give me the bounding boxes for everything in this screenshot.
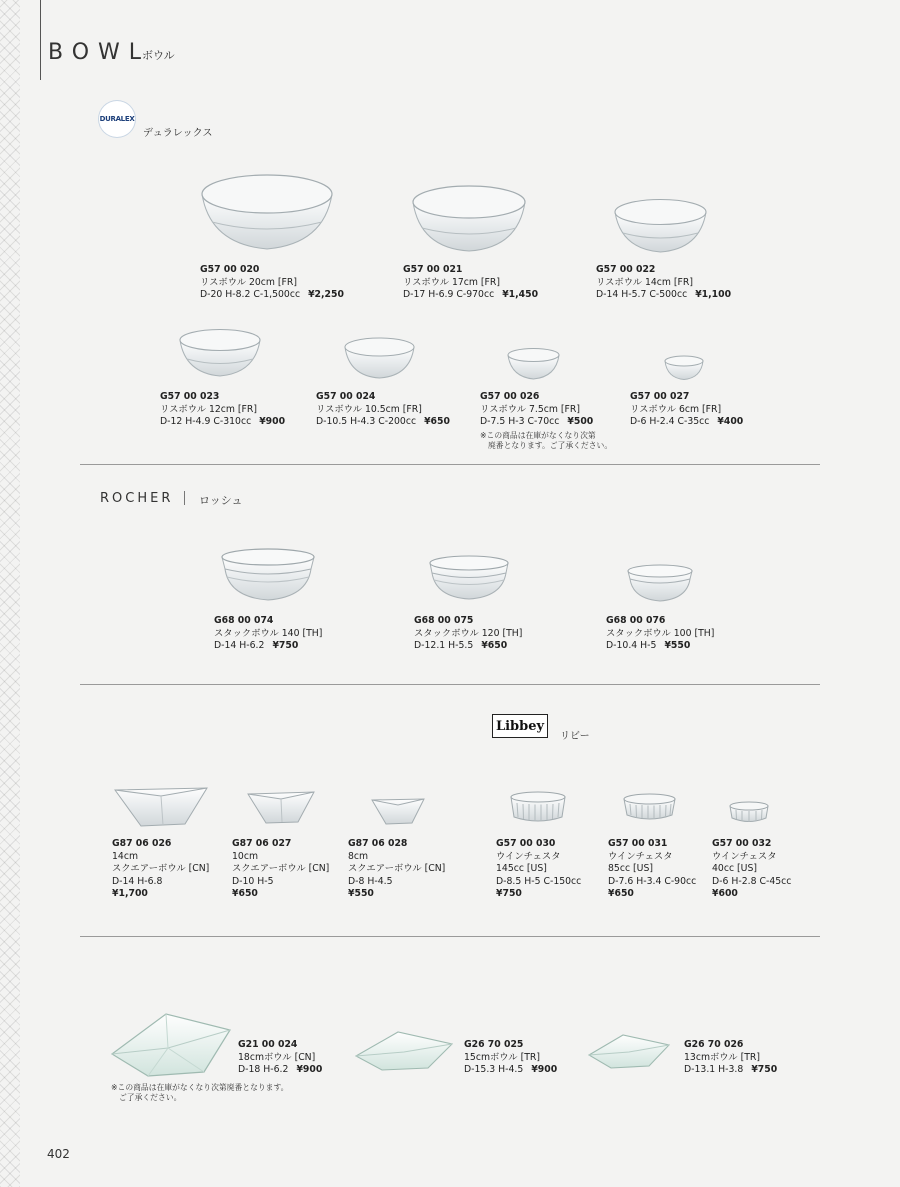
product-caption: G57 00 024 リスボウル 10.5cm [FR] D-10.5 H-4.3 C-200cc ¥650 (316, 391, 450, 428)
product-caption: G21 00 024 18cmボウル [CN] D-18 H-6.2 ¥900 (238, 1039, 323, 1076)
side-pattern (0, 0, 20, 1187)
discontinued-note: ※この商品は在庫がなくなり次第 廃番となります。ご了承ください。 (480, 431, 613, 450)
winchester-bowl-image (622, 792, 677, 824)
product-caption: G57 00 020 リスボウル 20cm [FR] D-20 H-8.2 C-1,500cc ¥2,250 (200, 264, 344, 301)
product-caption: G57 00 022 リスボウル 14cm [FR] D-14 H-5.7 C-500cc ¥1,100 (596, 264, 732, 301)
section-divider (80, 936, 820, 937)
bowl-image (178, 328, 262, 378)
product-caption: G57 00 030 ウインチェスタ 145cc [US] D-8.5 H-5 C-150cc ¥750 (496, 838, 582, 900)
product-caption: G57 00 032 ウインチェスタ 40cc [US] D-6 H-2.8 C-45cc ¥600 (712, 838, 792, 900)
duralex-logo: DURALEX (99, 101, 135, 137)
stack-bowl-image (219, 547, 317, 603)
winchester-bowl-image (509, 790, 567, 826)
bowl-image (613, 198, 708, 254)
page-number: 402 (47, 1147, 70, 1161)
page-title-ja: ボウル (142, 49, 175, 62)
plate-bowl-image (108, 1010, 234, 1078)
product-caption: G87 06 028 8cm スクエアーボウル [CN] D-8 H-4.5 ¥550 (348, 838, 446, 900)
product-caption: G68 00 076 スタックボウル 100 [TH] D-10.4 H-5 ¥550 (606, 615, 715, 652)
product-caption: G87 06 027 10cm スクエアーボウル [CN] D-10 H-5 ¥650 (232, 838, 330, 900)
libbey-logo: Libbey (492, 714, 548, 738)
bowl-image (411, 184, 527, 254)
bowl-image (506, 347, 561, 381)
section-divider (80, 464, 820, 465)
bowl-image (343, 337, 416, 380)
section-title-ja: ロッシュ (199, 494, 243, 507)
bowl-image (663, 355, 705, 381)
square-bowl-image (370, 797, 426, 826)
product-caption: G87 06 026 14cm スクエアーボウル [CN] D-14 H-6.8 ¥1,700 (112, 838, 210, 900)
product-caption: G57 00 031 ウインチェスタ 85cc [US] D-7.6 H-3.4 C-90cc ¥650 (608, 838, 697, 900)
libbey-brand: リビー (560, 731, 590, 742)
square-bowl-image (113, 786, 209, 828)
product-caption: G57 00 023 リスボウル 12cm [FR] D-12 H-4.9 C-310cc ¥900 (160, 391, 286, 428)
section-title-separator (184, 491, 185, 505)
product-caption: G26 70 025 15cmボウル [TR] D-15.3 H-4.5 ¥900 (464, 1039, 558, 1076)
product-caption: G26 70 026 13cmボウル [TR] D-13.1 H-3.8 ¥750 (684, 1039, 778, 1076)
product-caption: G68 00 074 スタックボウル 140 [TH] D-14 H-6.2 ¥750 (214, 615, 323, 652)
product-caption: G68 00 075 スタックボウル 120 [TH] D-12.1 H-5.5 ¥650 (414, 615, 523, 652)
product-caption: G57 00 026 リスボウル 7.5cm [FR] D-7.5 H-3 C-70cc ¥500 (480, 391, 594, 428)
square-bowl-image (246, 790, 316, 825)
stack-bowl-image (427, 554, 511, 602)
product-caption: G57 00 021 リスボウル 17cm [FR] D-17 H-6.9 C-970cc ¥1,450 (403, 264, 539, 301)
section-divider (80, 684, 820, 685)
stack-bowl-image (625, 563, 695, 603)
plate-bowl-image (587, 1033, 671, 1070)
duralex-brand: デュラレックス (143, 128, 213, 139)
product-caption: G57 00 027 リスボウル 6cm [FR] D-6 H-2.4 C-35cc ¥400 (630, 391, 744, 428)
header-rule (40, 0, 41, 80)
page-title: BOWL (48, 40, 151, 65)
winchester-bowl-image (728, 800, 770, 826)
bowl-image (200, 172, 334, 252)
discontinued-note: ※この商品は在庫がなくなり次第廃番となります。 ご了承ください。 (111, 1083, 289, 1102)
plate-bowl-image (354, 1030, 454, 1072)
section-title: ROCHER (100, 491, 174, 506)
